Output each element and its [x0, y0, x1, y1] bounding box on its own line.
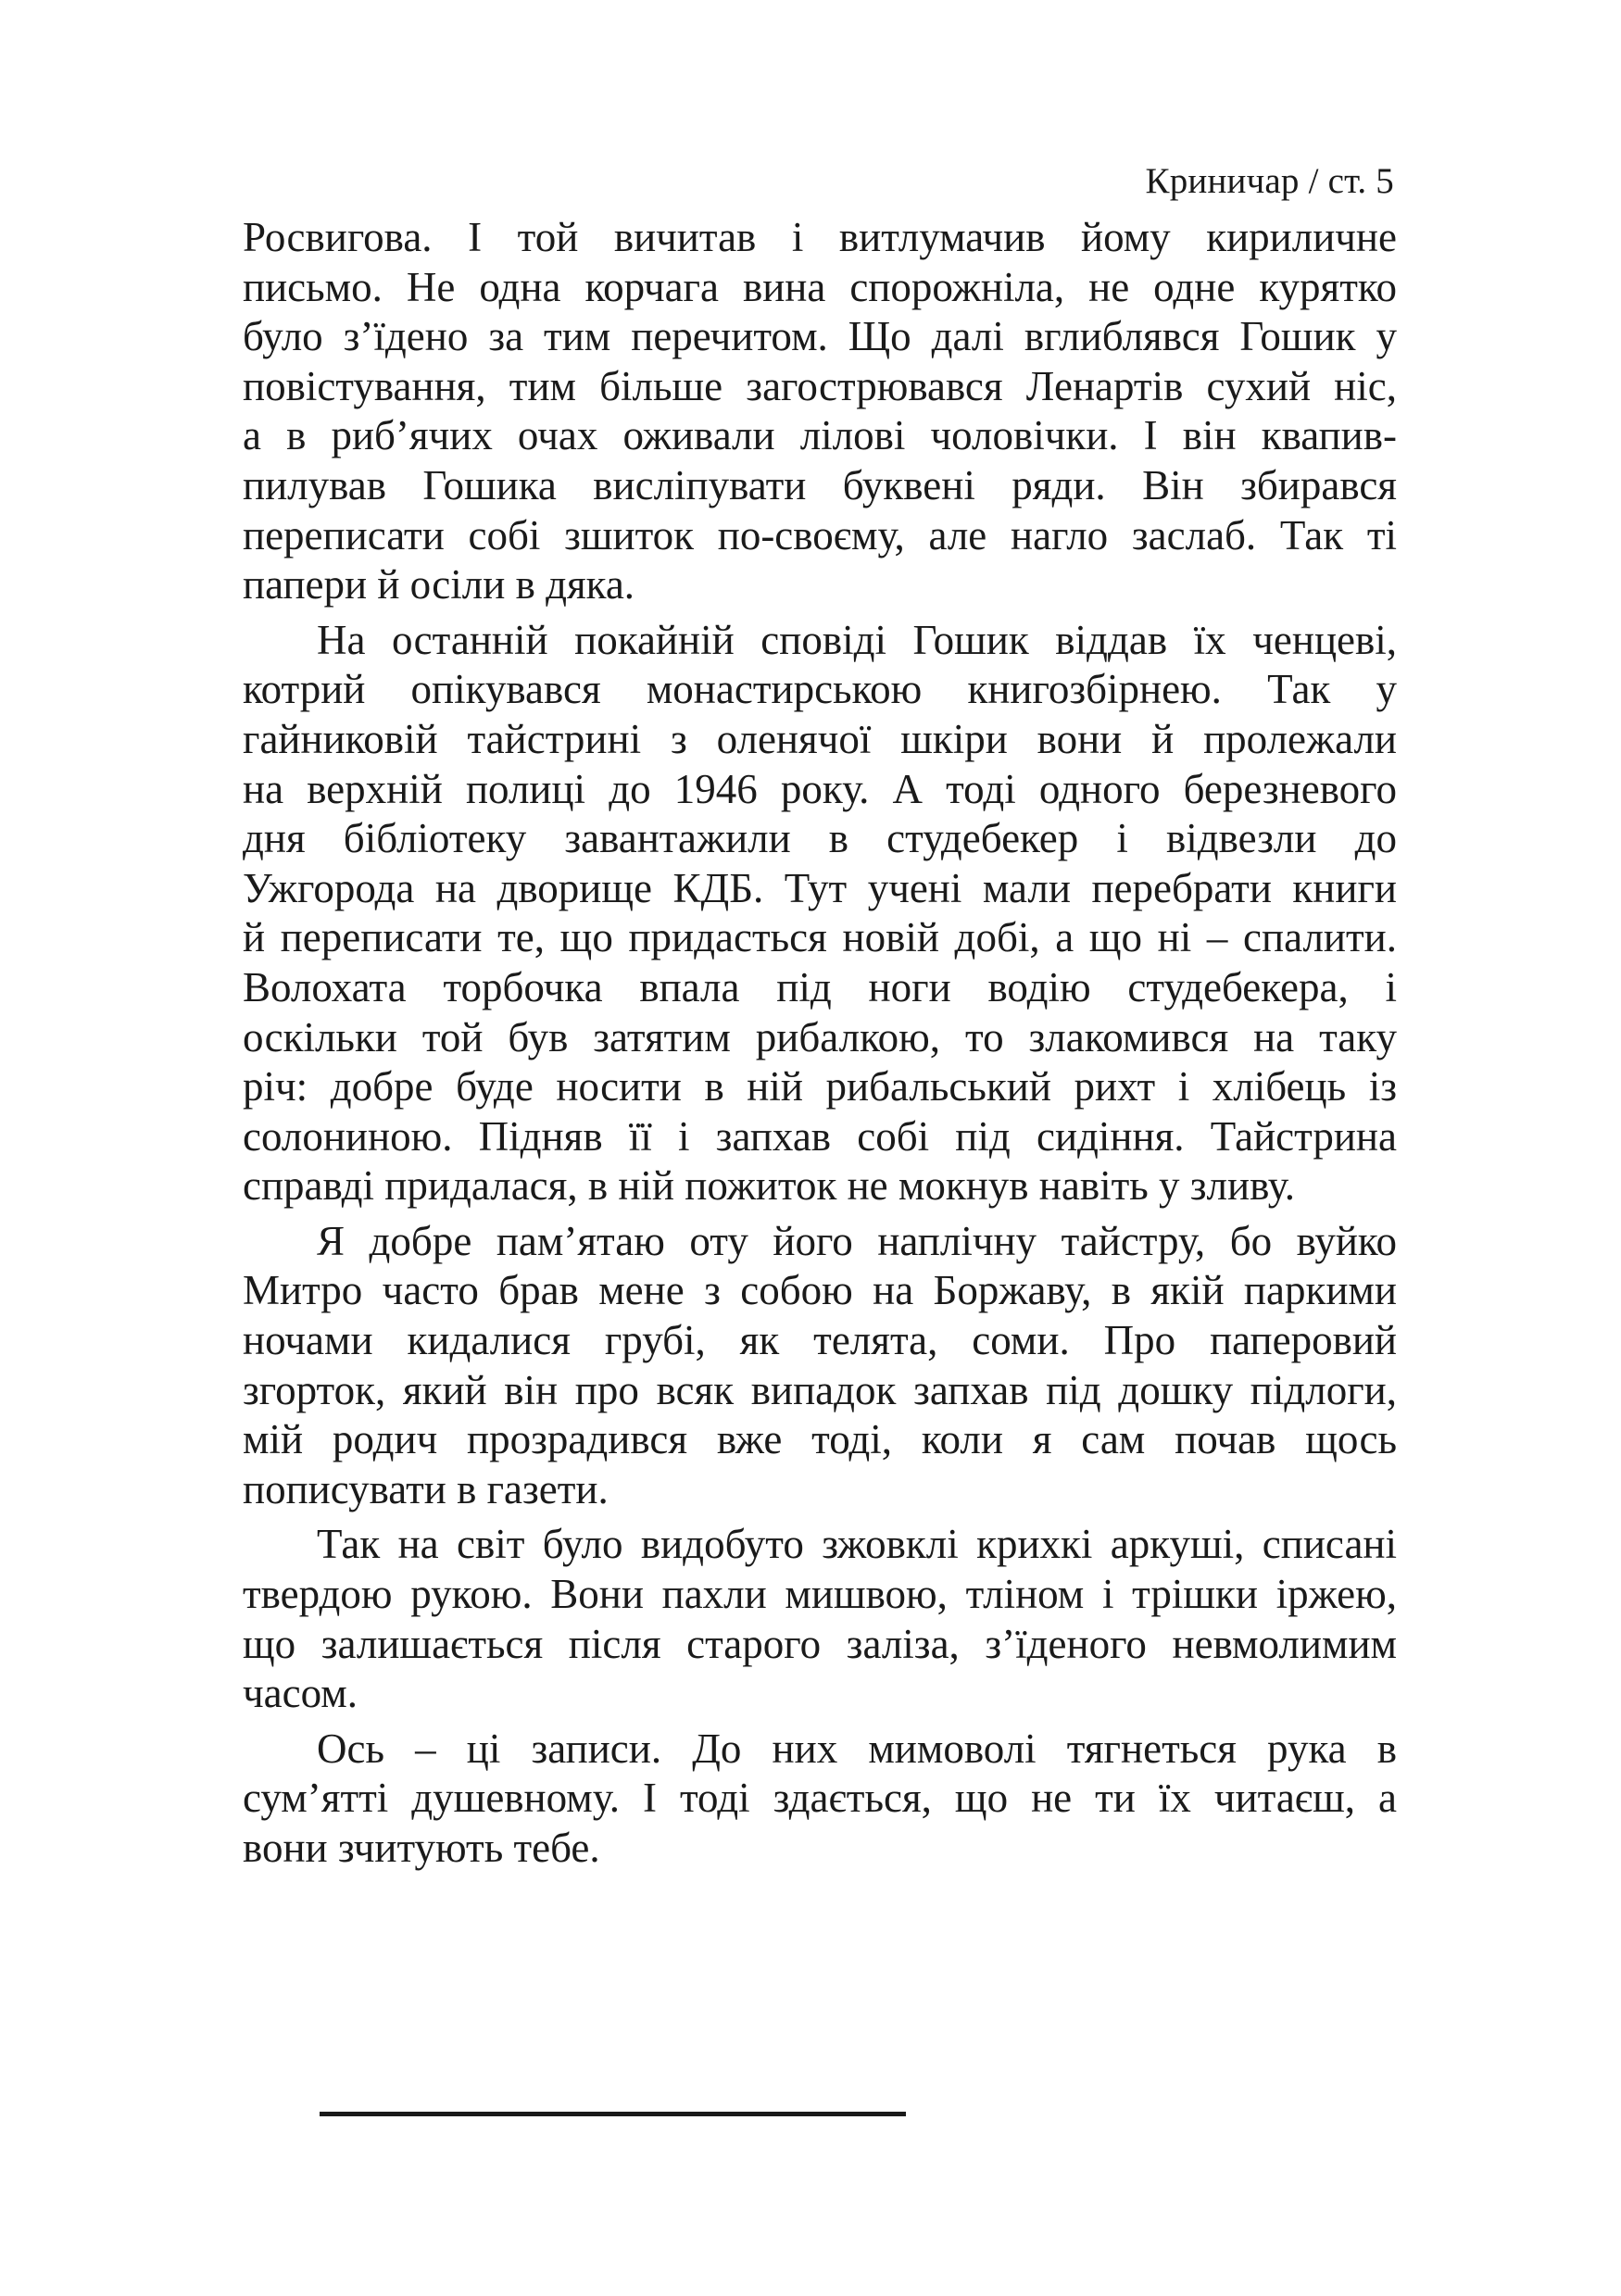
text-line: справді придалася, в ній пожиток не мокнув навіть у зливу.: [243, 1162, 1296, 1210]
text-line: Ось – ці записи. До них мимоволі тягнеться рука в: [317, 1725, 1397, 1772]
text-line: вони зчитують тебе.: [243, 1825, 600, 1871]
paragraph-1: [243, 213, 1397, 610]
text-line: гайниковій тайстрині з оленячої шкіри вони й пролежали: [243, 715, 1397, 762]
paragraph-3: [243, 1217, 1397, 1515]
text-line: Я добре пам’ятаю оту його наплічну тайстру, бо вуйко: [317, 1217, 1397, 1264]
text-line: На останній покайній сповіді Гошик віддав їх ченцеві,: [317, 616, 1397, 663]
text-line: твердою рукою. Вони пахли мишвою, тліном і трішки іржею,: [243, 1571, 1397, 1618]
paragraph-5: [243, 1725, 1397, 1874]
text-line: Так на світ було видобуто зжовклі крихкі аркуші, списані: [317, 1521, 1397, 1568]
running-header: Криничар / ст. 5: [1145, 161, 1394, 201]
text-line: було з’їдено за тим перечитом. Що далі вглиблявся Гошик у: [243, 313, 1397, 360]
text-line: Росвигова. І той вичитав і витлумачив йому кириличне: [243, 214, 1397, 260]
text-line: й переписати те, що придасться новій добі, а що ні – спалити.: [243, 914, 1397, 961]
text-line: річ: добре буде носити в ній рибальський рихт і хлібець із: [243, 1063, 1397, 1110]
body-text: [243, 213, 1397, 1879]
end-rule: [320, 2112, 906, 2116]
text-line: пилував Гошика висліпувати буквені ряди. Він збирався: [243, 461, 1397, 508]
text-line: ночами кидалися грубі, як телята, соми. Про паперовий: [243, 1317, 1397, 1364]
text-line: Митро часто брав мене з собою на Боржаву, в якій паркими: [243, 1267, 1397, 1314]
text-line: переписати собі зшиток по-своєму, але нагло заслаб. Так ті: [243, 511, 1397, 558]
text-line: згорток, який він про всяк випадок запхав під дошку підлоги,: [243, 1366, 1397, 1413]
text-line: пописувати в газети.: [243, 1465, 609, 1512]
text-line: що залишається після старого заліза, з’їденого невмолимим: [243, 1620, 1397, 1667]
text-line: а в риб’ячих очах оживали лілові чоловічки. І він квапив-: [243, 412, 1397, 459]
text-line: письмо. Не одна корчага вина спорожніла, не одне курятко: [243, 263, 1397, 310]
text-line: Ужгорода на дворище КДБ. Тут учені мали перебрати книги: [243, 864, 1397, 911]
text-line: сум’ятті душевному. І тоді здається, що не ти їх читаєш, а: [243, 1775, 1397, 1822]
text-line: повістування, тим більше загострювався Ленартів сухий ніс,: [243, 362, 1397, 409]
text-line: папери й осіли в дяка.: [243, 561, 635, 609]
text-line: часом.: [243, 1670, 358, 1717]
paragraph-2: [243, 616, 1397, 1211]
text-line: на верхній полиці до 1946 року. А тоді одного березневого: [243, 765, 1397, 812]
text-line: котрий опікувався монастирською книгозбірнею. Так у: [243, 666, 1397, 713]
text-line: оскільки той був затятим рибалкою, то злакомився на таку: [243, 1013, 1397, 1060]
text-line: солониною. Підняв її і запхав собі під сидіння. Тайстрина: [243, 1112, 1397, 1160]
text-line: Волохата торбочка впала під ноги водію студебекера, і: [243, 963, 1397, 1010]
text-line: мій родич прозрадився вже тоді, коли я сам почав щось: [243, 1416, 1397, 1463]
text-line: дня бібліотеку завантажили в студебекер і відвезли до: [243, 815, 1397, 862]
paragraph-4: [243, 1520, 1397, 1718]
